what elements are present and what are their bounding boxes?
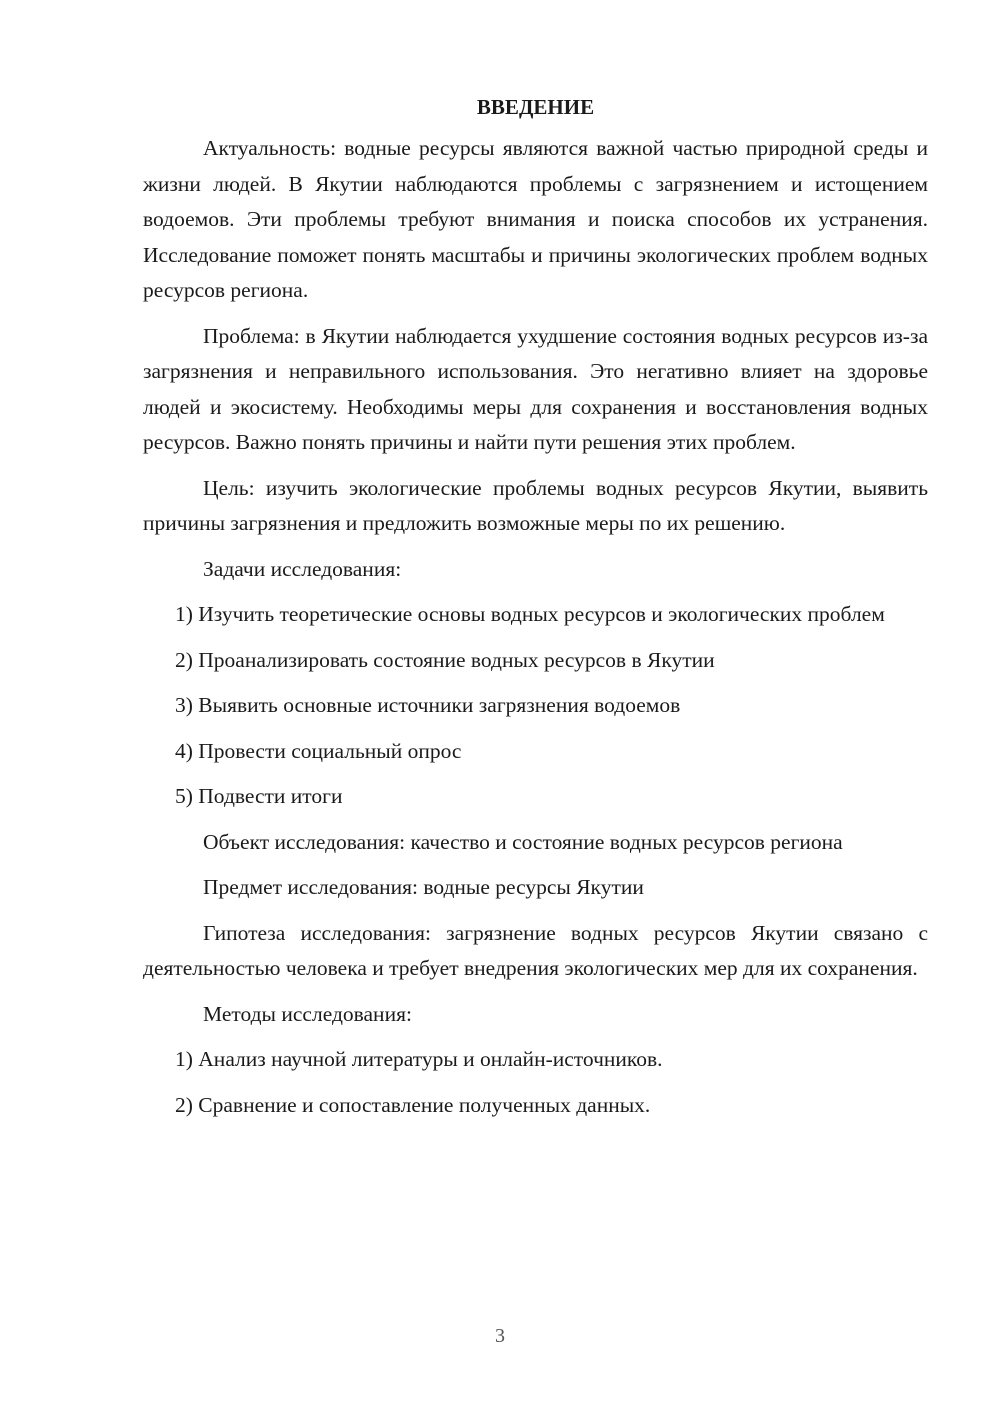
task-item-4: 4) Провести социальный опрос xyxy=(175,738,462,763)
page-title: ВВЕДЕНИЕ xyxy=(476,95,595,119)
subject-paragraph: Предмет исследования: водные ресурсы Якутии xyxy=(203,875,644,899)
object-paragraph: Объект исследования: качество и состояние водных ресурсов региона xyxy=(203,829,843,854)
task-item-2: 2) Проанализировать состояние водных ресурсов в Якутии xyxy=(175,647,715,672)
task-item-3: 3) Выявить основные источники загрязнения водоемов xyxy=(175,693,681,717)
tasks-heading: Задачи исследования: xyxy=(203,556,402,581)
relevance-paragraph: Актуальность: водные ресурсы являются важной частью природной среды и жизни людей. В Якутии наблюдаются проблемы с загрязнением и истощением водоемов. Эти проблемы требуют внимания и поиска способов их устранения. Исследование поможет понять масштабы и причины экологических проблем водных ресурсов региона. xyxy=(143,136,928,302)
method-item-1: 1) Анализ научной литературы и онлайн-источников. xyxy=(175,1047,663,1071)
hypothesis-paragraph: Гипотеза исследования: загрязнение водных ресурсов Якутии связано с деятельностью человека и требует внедрения экологических мер для их сохранения. xyxy=(143,920,928,980)
task-item-5: 5) Подвести итоги xyxy=(175,784,343,808)
task-item-1: 1) Изучить теоретические основы водных ресурсов и экологических проблем xyxy=(175,602,885,626)
method-item-2: 2) Сравнение и сопоставление полученных данных. xyxy=(175,1092,651,1117)
goal-paragraph: Цель: изучить экологические проблемы водных ресурсов Якутии, выявить причины загрязнения и предложить возможные меры по их решению. xyxy=(143,475,928,535)
problem-paragraph: Проблема: в Якутии наблюдается ухудшение состояния водных ресурсов из-за загрязнения и неправильного использования. Это негативно влияет на здоровье людей и экосистему. Необходимы меры для сохранения и восстановления водных ресурсов. Важно понять причины и найти пути решения этих проблем. xyxy=(143,323,928,454)
methods-heading: Методы исследования: xyxy=(203,1001,412,1026)
page-number: 3 xyxy=(495,1325,505,1347)
document-page xyxy=(143,90,928,1133)
